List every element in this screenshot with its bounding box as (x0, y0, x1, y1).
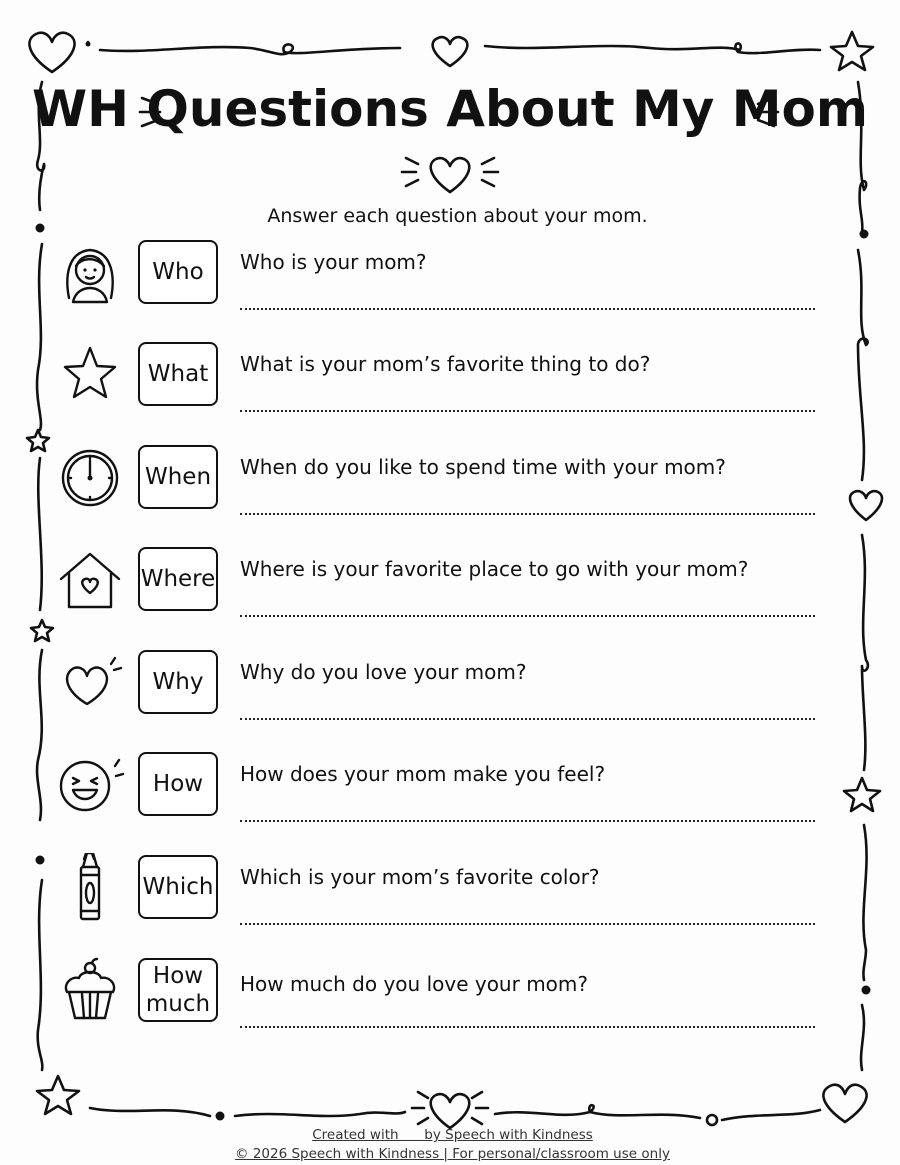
heart-icon (850, 491, 882, 520)
page-title: WH Questions About My Mom (31, 80, 869, 138)
question-row (55, 545, 825, 635)
wh-word-box: How (138, 752, 218, 816)
star-icon (831, 32, 873, 70)
question-row (55, 956, 825, 1046)
question-text: Who is your mom? (240, 250, 427, 274)
question-text: How much do you love your mom? (240, 972, 589, 996)
copyright-line (0, 1146, 900, 1162)
question-text: Which is your mom’s favorite color? (240, 865, 600, 889)
cupcake-icon (55, 956, 125, 1026)
heart-icon (823, 1085, 866, 1122)
star-icon (844, 778, 880, 811)
wh-word-box: How much (138, 958, 218, 1022)
question-row (55, 750, 825, 840)
question-row (55, 443, 825, 533)
question-text: Where is your favorite place to go with your mom? (240, 557, 749, 581)
question-row (55, 238, 825, 328)
created-with-text[interactable]: Created with by Speech with Kindness (312, 1127, 593, 1143)
answer-line[interactable] (240, 513, 815, 515)
question-row (55, 853, 825, 943)
wh-word-box: What (138, 342, 218, 406)
answer-line[interactable] (240, 1026, 815, 1028)
crayon-icon (55, 853, 125, 923)
heart-icon (29, 33, 74, 72)
question-text: When do you like to spend time with your mom? (240, 455, 726, 479)
answer-line[interactable] (240, 308, 815, 310)
laughing-face-icon (55, 750, 125, 820)
question-text: How does your mom make you feel? (240, 762, 606, 786)
question-text: Why do you love your mom? (240, 660, 527, 684)
heart-icon (431, 1094, 470, 1128)
star-icon (55, 340, 125, 410)
wh-word-box: When (138, 445, 218, 509)
heart-icon (433, 37, 468, 66)
wh-word-box: Where (138, 547, 218, 611)
heart-icon (55, 648, 125, 718)
wh-word-box: Which (138, 855, 218, 919)
instructions: Answer each question about your mom. (267, 205, 648, 227)
girl-face-icon (55, 238, 125, 308)
answer-line[interactable] (240, 615, 815, 617)
house-heart-icon (55, 545, 125, 615)
heart-icon (431, 158, 470, 192)
star-icon (27, 430, 49, 451)
credits-line (0, 1127, 900, 1143)
question-text: What is your mom’s favorite thing to do? (240, 352, 651, 376)
star-icon (37, 1076, 79, 1114)
wh-word-box: Who (138, 240, 218, 304)
clock-icon (55, 443, 125, 513)
answer-line[interactable] (240, 820, 815, 822)
copyright-text[interactable]: © 2026 Speech with Kindness | For personal/classroom use only (235, 1146, 670, 1162)
answer-line[interactable] (240, 718, 815, 720)
star-icon (31, 620, 53, 641)
wh-word-box: Why (138, 650, 218, 714)
answer-line[interactable] (240, 410, 815, 412)
answer-line[interactable] (240, 923, 815, 925)
question-row (55, 648, 825, 738)
question-row (55, 340, 825, 430)
